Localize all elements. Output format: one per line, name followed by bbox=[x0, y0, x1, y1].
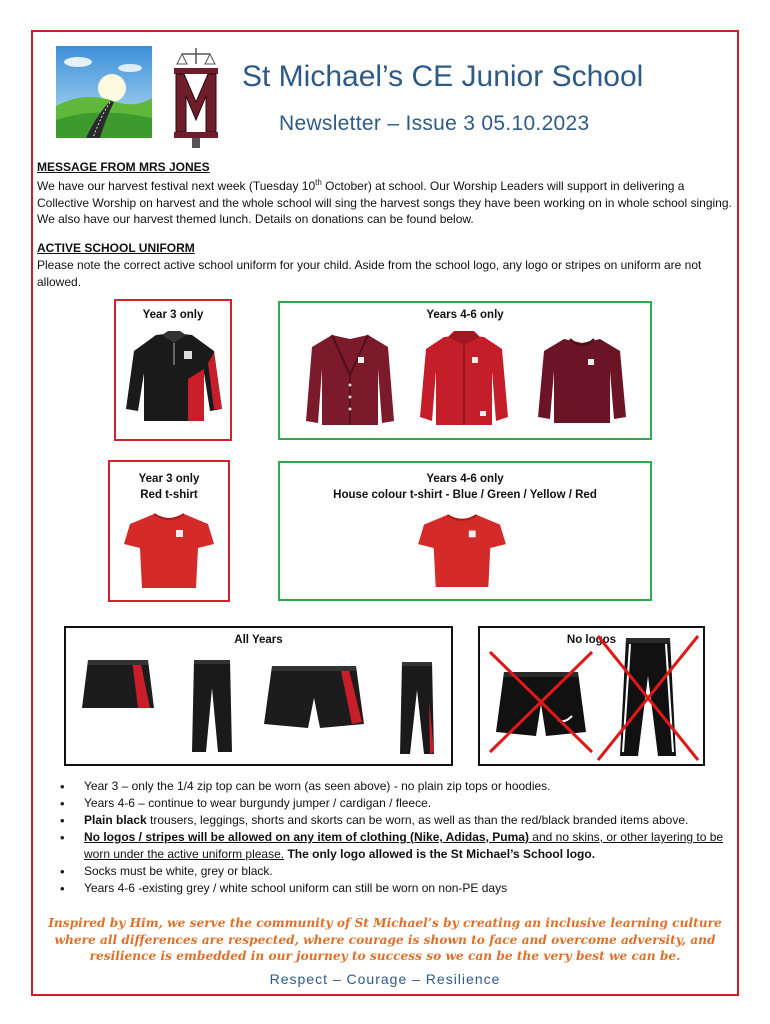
crossed-logo-shorts-image bbox=[488, 648, 594, 756]
red-tshirt-image bbox=[124, 510, 214, 590]
bullet4-end: The only logo allowed is the St Michael’s School logo. bbox=[284, 847, 596, 861]
years4-6-tshirt-label-1: Years 4-6 only bbox=[426, 473, 504, 485]
list-item: • Years 4-6 – continue to wear burgundy jumper / cardigan / fleece. bbox=[60, 795, 740, 812]
black-trousers-image bbox=[190, 658, 234, 754]
newsletter-issue: Newsletter – Issue 3 05.10.2023 bbox=[279, 112, 590, 135]
message-text-1: We have our harvest festival next week (Tuesday 10 bbox=[37, 179, 316, 193]
list-item: • Years 4-6 -existing grey / white school uniform can still be worn on non-PE days bbox=[60, 880, 740, 897]
school-landscape-logo bbox=[56, 46, 152, 138]
list-item: • Socks must be white, grey or black. bbox=[60, 863, 740, 880]
year3-tshirt-box bbox=[108, 460, 230, 602]
years4-6-tshirt-box bbox=[278, 461, 652, 601]
message-heading: MESSAGE FROM MRS JONES bbox=[37, 160, 210, 174]
uniform-heading: ACTIVE SCHOOL UNIFORM bbox=[37, 241, 195, 255]
house-tshirt-image bbox=[418, 511, 506, 589]
no-logos-box bbox=[478, 626, 705, 766]
zip-top-image bbox=[122, 329, 226, 423]
bullet3-bold: Plain black bbox=[84, 813, 147, 827]
all-years-label: All Years bbox=[234, 634, 283, 646]
school-name: St Michael’s CE Junior School bbox=[242, 60, 644, 93]
school-motto: Inspired by Him, we serve the community of St Michael’s by creating an inclusive learning culture where all differences are respected, where courage is shown to face and overcome adversity, and resilience is embedded in our journey to success so we can be the very best we can be. bbox=[48, 916, 722, 963]
burgundy-jumper-image bbox=[536, 335, 628, 425]
leggings-image bbox=[396, 660, 438, 756]
list-item bbox=[60, 812, 740, 829]
school-values: Respect – Courage – Resilience bbox=[269, 971, 501, 987]
all-years-box bbox=[64, 626, 453, 766]
year3-top-box bbox=[114, 299, 232, 441]
skort-image bbox=[80, 658, 156, 714]
school-crest-logo bbox=[168, 44, 224, 150]
message-sup: th bbox=[315, 178, 322, 187]
year3-tshirt-label-2: Red t-shirt bbox=[140, 489, 198, 501]
crossed-striped-trousers-image bbox=[596, 632, 700, 762]
black-shorts-image bbox=[262, 664, 366, 730]
uniform-paragraph: Please note the correct active school uniform for your child. Aside from the school logo, any logo or stripes on uniform are not allowed. bbox=[37, 258, 702, 289]
years4-6-tshirt-label-2: House colour t-shirt - Blue / Green / Yellow / Red bbox=[333, 489, 597, 501]
list-item: • Year 3 – only the 1/4 zip top can be worn (as seen above) - no plain zip tops or hoodies. bbox=[60, 778, 740, 795]
no-logos-label: No logos bbox=[566, 634, 617, 646]
burgundy-cardigan-image bbox=[304, 331, 396, 427]
years4-6-top-box bbox=[278, 301, 652, 440]
year3-top-label: Year 3 only bbox=[142, 309, 204, 321]
bullet3-rest: trousers, leggings, shorts and skorts can be worn, as well as than the red/black branded items above. bbox=[146, 813, 689, 827]
uniform-rules-list bbox=[60, 778, 740, 897]
list-item bbox=[60, 829, 740, 863]
message-text-2: October) at school. Our Worship Leaders will support in delivering a Collective Worship on harvest and the whole school will sing the harvest songs they have been working on in whole school singing. We also have our harvest themed lunch. Details on donations can be found below. bbox=[37, 179, 732, 226]
bullet4-bold: No logos / stripes will be allowed on any item of clothing (Nike, Adidas, Puma) bbox=[84, 830, 529, 844]
red-fleece-image bbox=[418, 331, 510, 427]
years4-6-top-label: Years 4-6 only bbox=[426, 309, 504, 321]
year3-tshirt-label-1: Year 3 only bbox=[138, 473, 200, 485]
bullet4-underlined: and no skins, or other layering to be worn under the active uniform please. bbox=[84, 830, 724, 861]
message-paragraph bbox=[37, 175, 735, 228]
